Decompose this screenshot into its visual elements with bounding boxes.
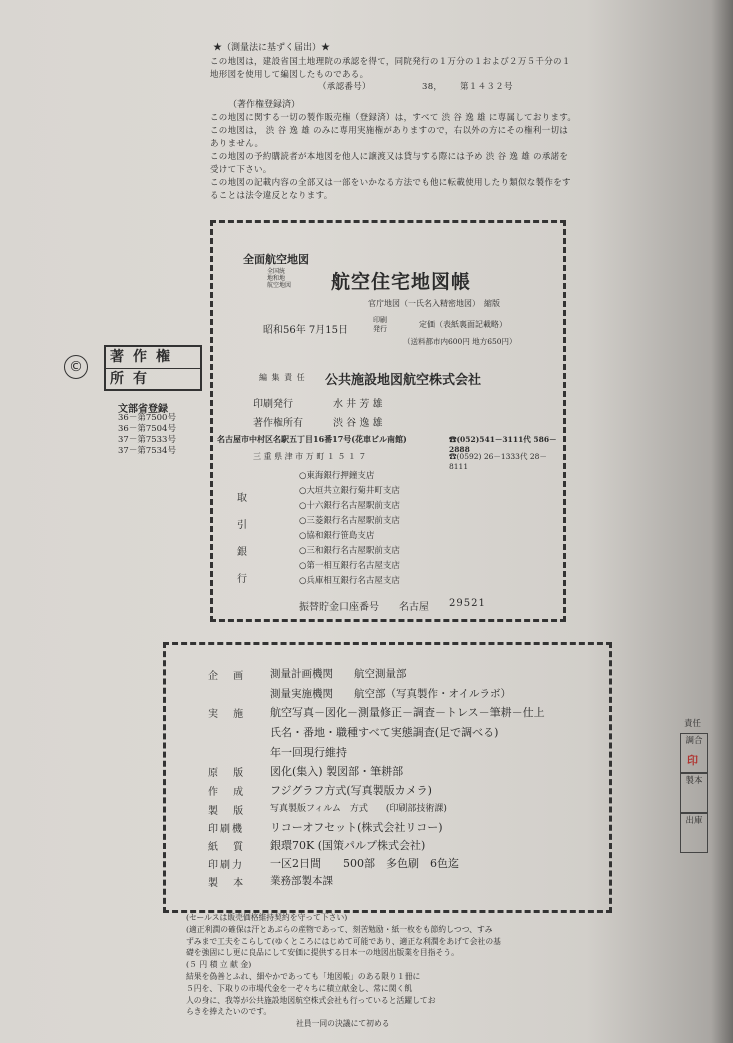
bank-item: ○三菱銀行名古屋駅前支店 xyxy=(299,516,400,526)
production-value: 測量実施機関 航空部（写真製作・オイルラボ） xyxy=(270,688,511,700)
printer-label: 印刷発行 xyxy=(253,399,293,410)
shipping: （送料都市内600円 地方650円） xyxy=(403,337,517,346)
copyright-symbol-icon: © xyxy=(64,355,88,379)
bank-side-char: 銀 xyxy=(237,547,247,558)
bank-side-char: 引 xyxy=(237,520,247,531)
footer-text xyxy=(186,912,501,1030)
account-city: 名古屋 xyxy=(399,602,429,613)
copyright-line: ありません。 xyxy=(210,139,264,149)
print-label-line: 発行 xyxy=(373,325,387,333)
copyright-line: ることは法令違反となります。 xyxy=(210,191,333,201)
account-number: 29521 xyxy=(449,598,486,609)
red-seal: 印 xyxy=(687,754,698,767)
bank-side-char: 取 xyxy=(237,493,247,504)
bank-list xyxy=(299,469,400,589)
address-tsu: 三 重 県 津 市 万 町 １ ５ １ ７ xyxy=(253,452,367,461)
copyright-line: 受けて下さい。 xyxy=(210,165,272,175)
series-name: 全面航空地図 xyxy=(243,253,309,266)
approval-number: 第１４３２号 xyxy=(460,82,513,92)
small-tag-line: 地和地 xyxy=(267,275,286,282)
address-nagoya: 名古屋市中村区名駅五丁目16番17号(花車ビル南館) xyxy=(217,434,407,444)
approval-year: 38， xyxy=(422,82,443,92)
production-value: リコーオフセット(株式会社リコー) xyxy=(270,821,443,834)
survey-header: ★（測量法に基ずく届出）★ xyxy=(213,43,331,53)
production-label: 実 施 xyxy=(208,709,250,720)
author-name: 渋 谷 逸 雄 xyxy=(333,418,383,429)
production-value: 図化(集入) 製図部・筆耕部 xyxy=(270,765,404,778)
survey-line: 地形図を使用して編図したものである。 xyxy=(210,70,369,80)
registration-number: 36－第7500号 xyxy=(118,413,176,423)
footer-line: らきを捧えたいのです。 xyxy=(186,1007,272,1017)
registration-list xyxy=(118,413,176,457)
production-label: 企 画 xyxy=(208,671,250,682)
approval-label: （承認番号） xyxy=(318,82,371,92)
production-label: 製 版 xyxy=(208,806,250,817)
print-date: 昭和56年 7月15日 xyxy=(263,325,348,336)
bank-item: ○兵庫相互銀行名古屋支店 xyxy=(299,576,400,586)
registration-number: 37－第7533号 xyxy=(118,435,176,445)
responsibility-cell xyxy=(680,813,708,853)
bank-side-label xyxy=(237,485,247,593)
responsibility-cell-label: 製本 xyxy=(685,776,703,786)
registration-number: 37－第7534号 xyxy=(118,446,176,456)
copyright-line: この地図の記載内容の全部又は一部をいかなる方法でも他に転載使用したり類似な製作をす xyxy=(210,178,571,188)
responsibility-header: 責任 xyxy=(684,719,702,729)
footer-line: ずみまで工夫をこらして(ゆくところにはじめて可能であり、適正な利潤をあげて会社の基 xyxy=(186,936,501,946)
map-subtitle: 官庁地図（一氏名入精密地図） 縮版 xyxy=(368,299,500,308)
footer-line: 礎を強固にし更に良品にして安価に提供する日本一の地図出版業を目指そう。 xyxy=(186,948,459,958)
copyright-header: （著作権登録済） xyxy=(228,100,301,110)
company-name: 公共施設地図航空株式会社 xyxy=(325,373,482,388)
bank-item: ○東海銀行押鐘支店 xyxy=(299,471,375,481)
map-title: 航空住宅地図帳 xyxy=(331,271,472,293)
copyright-stamp-row2: 所有 xyxy=(110,371,156,387)
production-value: 航空写真－図化－測量修正－調査－トレス－筆耕－仕上 xyxy=(270,706,545,719)
responsibility-cell xyxy=(680,733,708,773)
responsibility-cell xyxy=(680,773,708,813)
responsibility-cell-label: 調合 xyxy=(685,736,703,746)
production-box xyxy=(163,642,612,913)
production-label: 製 本 xyxy=(208,878,250,889)
account-label: 振替貯金口座番号 xyxy=(299,602,379,613)
footer-line: (適正利潤の確保は汗とあぶらの産物であって、刻苦勉励・紙一枚をも節約しつつ、すみ xyxy=(186,924,493,934)
small-tag-line: 全国統 xyxy=(267,268,286,275)
production-value: 測量計画機関 航空測量部 xyxy=(270,668,407,680)
production-value: 写真製版フィルム 方式 (印刷部技術課) xyxy=(270,804,447,814)
bank-item: ○大垣共立銀行菊井町支店 xyxy=(299,486,400,496)
production-label: 作 成 xyxy=(208,787,250,798)
production-value: 氏名・番地・職種すべて実態調査(足で調べる) xyxy=(270,726,499,739)
registration-title: 文部省登録 xyxy=(118,404,168,415)
production-label: 紙 質 xyxy=(208,842,250,853)
printer-name: 水 井 芳 雄 xyxy=(333,399,383,410)
production-value: 一区2日間 500部 多色刷 6色迄 xyxy=(270,857,459,870)
production-value: 銀環70K (国策パルプ株式会社) xyxy=(270,839,426,852)
production-value: 業務部製本課 xyxy=(270,875,333,887)
bank-side-char: 行 xyxy=(237,574,247,585)
small-tag xyxy=(267,268,291,289)
print-label-line: 印刷 xyxy=(373,316,387,324)
responsibility-cell-label: 出庫 xyxy=(685,816,703,826)
title-box xyxy=(210,220,566,622)
footer-line: (５ 円 積 立 献 金) xyxy=(186,960,252,970)
footer-line: 社員一同の決議にて初める xyxy=(296,1019,390,1029)
copyright-stamp-row1: 著作権 xyxy=(106,347,200,369)
footer-line: ５円を、下取りの市場代金を一ぞ々ちに積立献金し、常に関く飢 xyxy=(186,983,413,993)
production-value: 年一回現行維持 xyxy=(270,746,347,759)
bank-item: ○協和銀行笹島支店 xyxy=(299,531,375,541)
footer-line: 人の身に、我等が公共施設地図航空株式会社も行っていると活躍してお xyxy=(186,995,436,1005)
responsibility-table xyxy=(680,733,712,853)
price: 定価（表紙裏面記載略） xyxy=(419,320,507,329)
copyright-line: この地図は， 渋 谷 逸 雄 のみに専用実施権がありますので，右以外の方にその権利一切は xyxy=(210,126,569,136)
small-tag-line: 航空地図 xyxy=(267,282,292,289)
production-label: 原 版 xyxy=(208,768,250,779)
survey-line: この地図は，建設省国土地理院の承認を得て，同院発行の１万分の１および２万５千分の１ xyxy=(210,57,571,67)
copyright-stamp xyxy=(104,345,202,391)
footer-line: (セールスは販売価格維持契約を守って下さい) xyxy=(186,913,348,922)
author-label: 著作権所有 xyxy=(253,418,303,429)
production-label: 印刷力 xyxy=(208,860,244,871)
registration-number: 36－第7504号 xyxy=(118,424,176,434)
copyright-line: この地図に関する一切の製作販売権（登録済）は，すべて 渋 谷 逸 雄 に専属しております。 xyxy=(210,113,577,123)
production-value: フジグラフ方式(写真製版カメラ) xyxy=(270,784,432,797)
production-label: 印刷機 xyxy=(208,824,244,835)
editor-label: 編 集 責 任 xyxy=(259,373,306,382)
phone-nagoya: ☎(052)541－3111代 586－2888 xyxy=(449,435,557,454)
phone-tsu: ☎(0592) 26－1333代 28－8111 xyxy=(449,452,547,471)
bank-item: ○三和銀行名古屋駅前支店 xyxy=(299,546,400,556)
footer-line: 結果を偽善とふれ、細やかであっても「地図帳」のある限り１冊に xyxy=(186,971,421,981)
bank-item: ○十六銀行名古屋駅前支店 xyxy=(299,501,400,511)
bank-item: ○第一相互銀行名古屋支店 xyxy=(299,561,400,571)
print-label xyxy=(373,316,387,334)
copyright-line: この地図の予約購読者が本地図を他人に譲渡又は貸与する際には予め 渋 谷 逸 雄 の承諾を xyxy=(210,152,569,162)
